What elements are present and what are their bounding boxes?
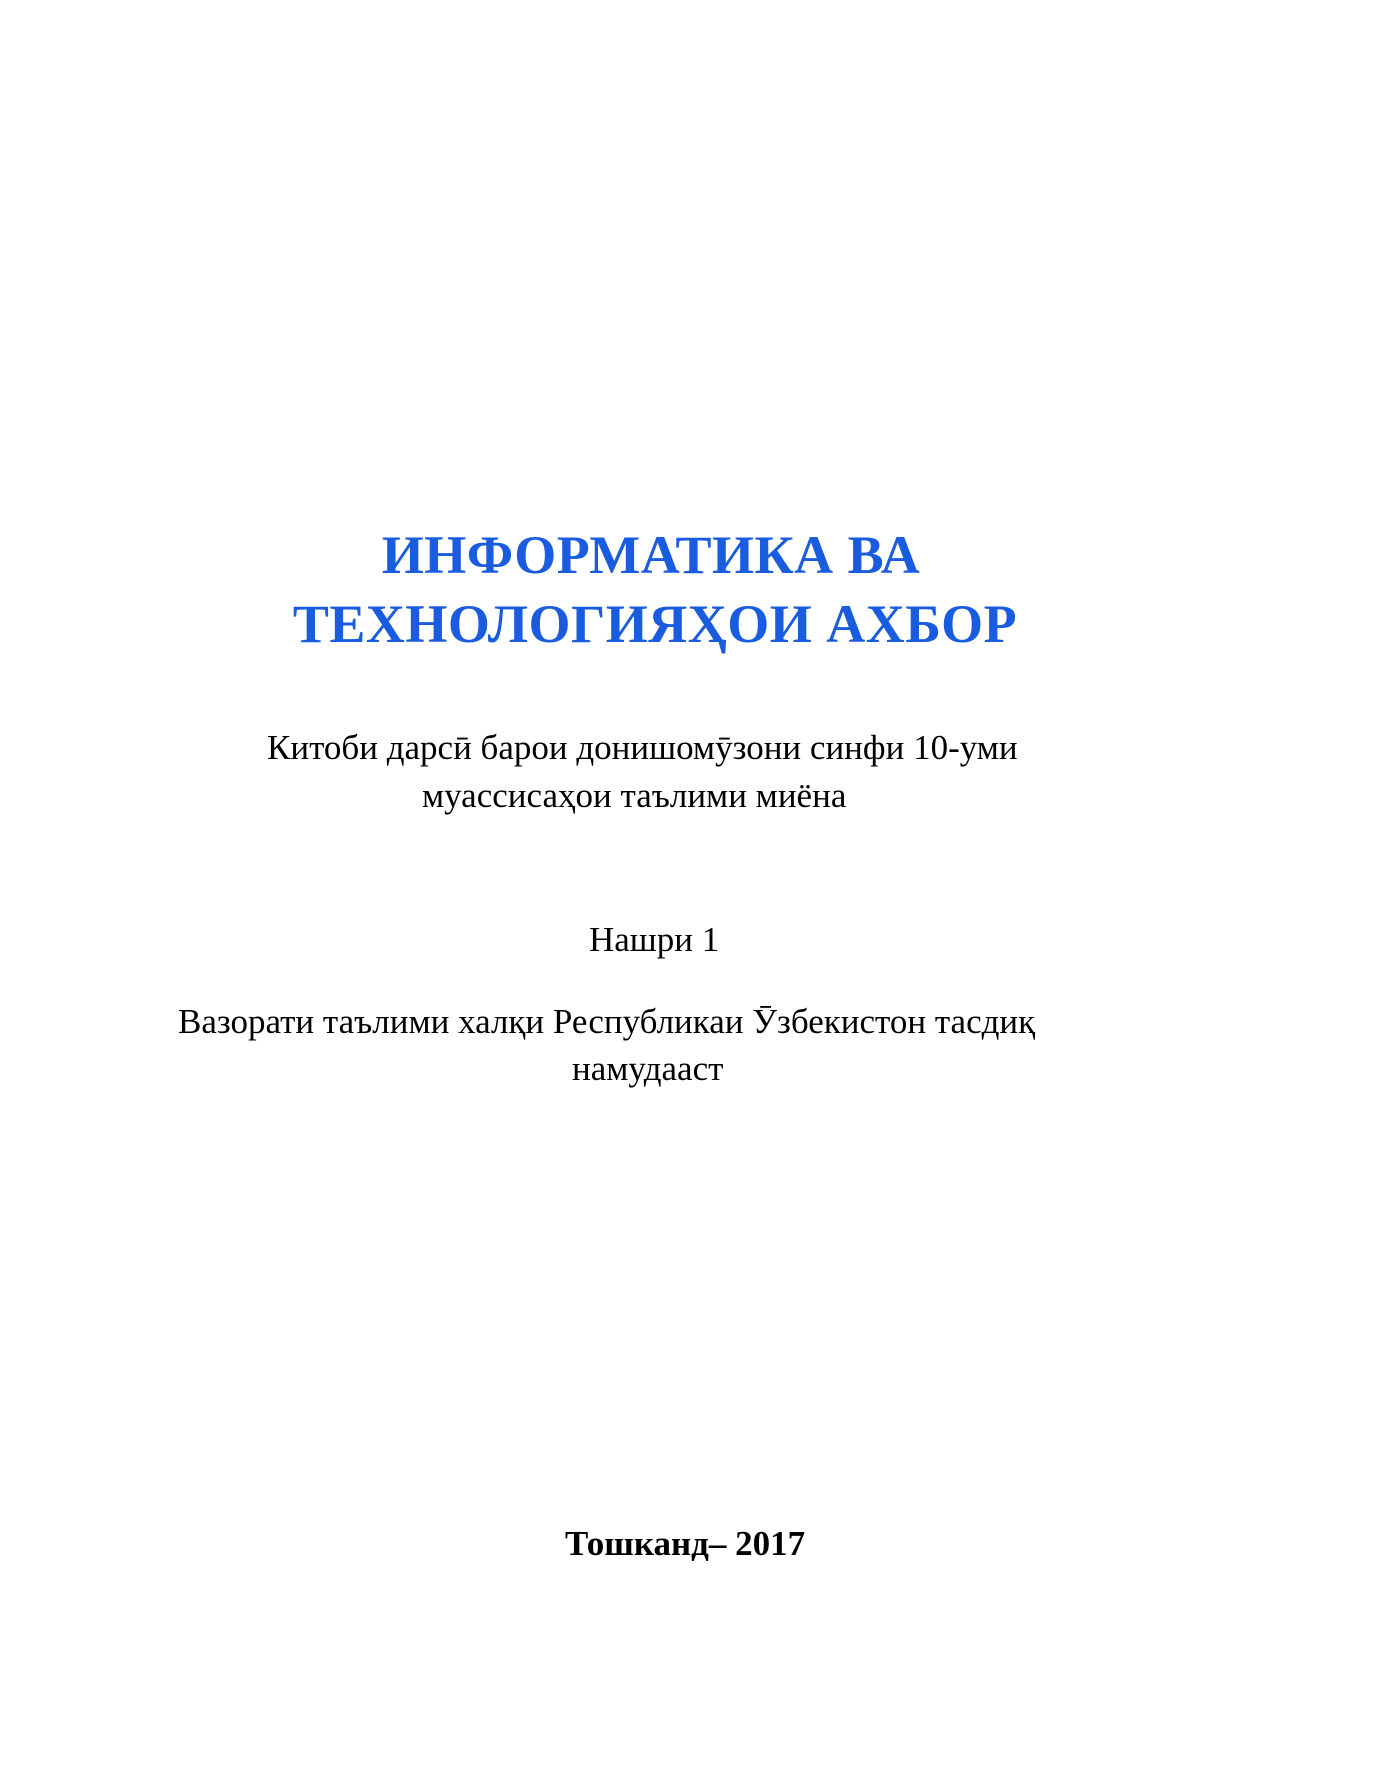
approval-line-2: намудааст (572, 1049, 724, 1088)
book-title-line-2: ТЕХНОЛОГИЯҲОИ АХБОР (292, 594, 1018, 654)
place-and-year: Тошканд– 2017 (565, 1524, 806, 1563)
book-title-line-1: ИНФОРМАТИКА ВА (381, 525, 921, 585)
book-subtitle-line-2: муассисаҳои таълими миёна (422, 776, 847, 815)
approval-line-1: Вазорати таълими халқи Республикаи Ӯзбекистон тасдиқ (178, 1002, 1036, 1041)
edition-label: Нашри 1 (589, 920, 720, 959)
book-subtitle-line-1: Китоби дарсӣ барои донишомӯзони синфи 10-уми (267, 728, 1018, 767)
